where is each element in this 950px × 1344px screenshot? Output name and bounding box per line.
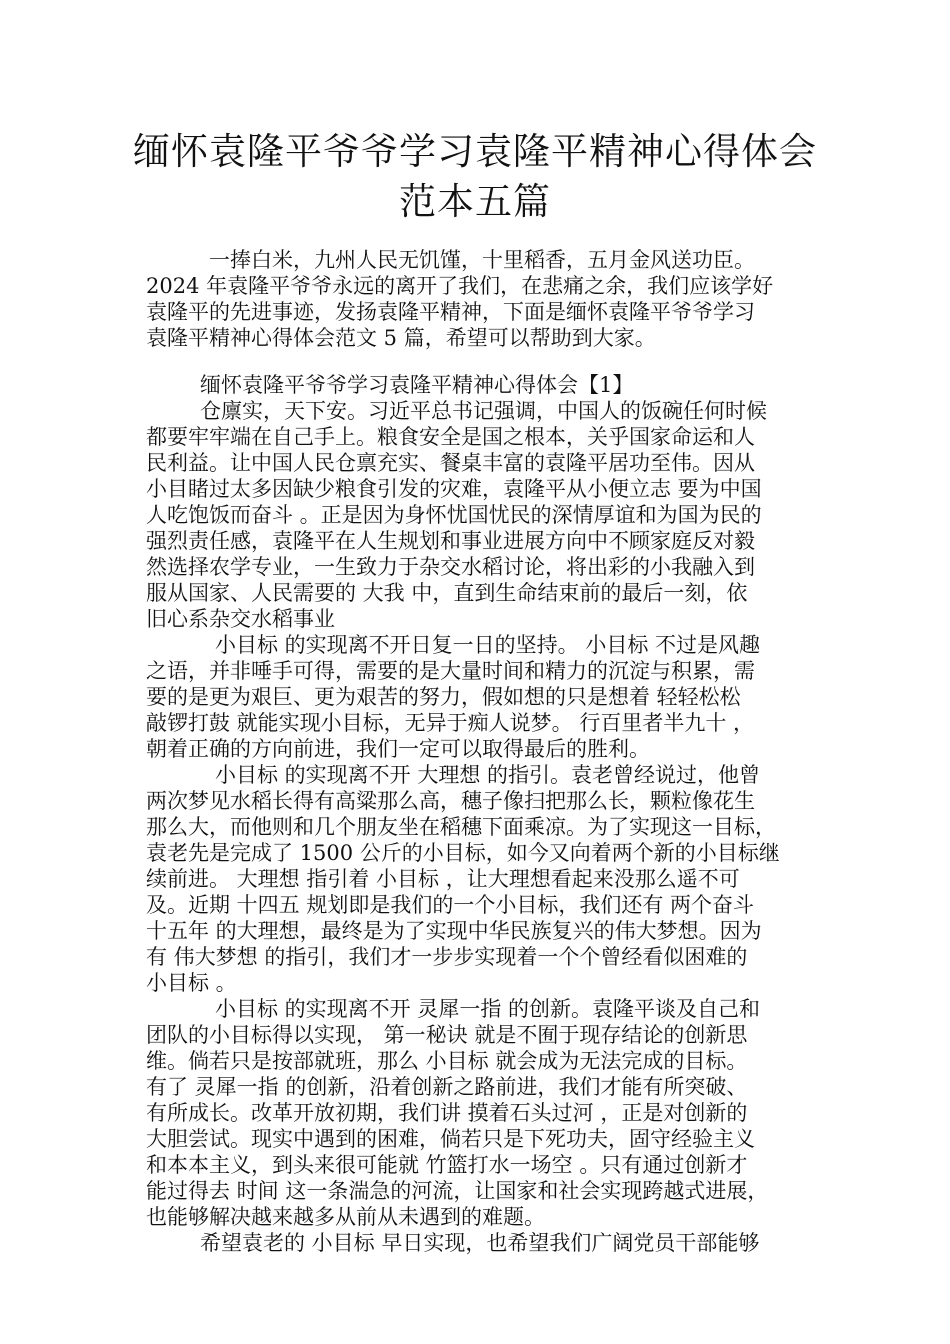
body-line: 能过得去 时间 这一条湍急的河流，让国家和社会实现跨越式进展，: [146, 1179, 769, 1203]
intro-line: 袁隆平精神心得体会范文 5 篇，希望可以帮助到大家。: [146, 326, 656, 350]
document-title-line-1: 缅怀袁隆平爷爷学习袁隆平精神心得体会: [133, 130, 817, 173]
body-line: 和本本主义，到头来很可能就 竹篮打水一场空 。只有通过创新才: [146, 1153, 748, 1177]
document-title-line-2: 范本五篇: [399, 180, 551, 223]
body-line: 都要牢牢端在自己手上。粮食安全是国之根本，关乎国家命运和人: [146, 425, 755, 449]
body-line: 两次梦见水稻长得有高粱那么高，穗子像扫把那么长，颗粒像花生: [146, 789, 755, 813]
section-heading: 缅怀袁隆平爷爷学习袁隆平精神心得体会【1】: [200, 373, 634, 397]
body-line: 小目标 的实现离不开 灵犀一指 的创新。袁隆平谈及自己和: [215, 997, 761, 1021]
body-line: 有了 灵犀一指 的创新，沿着创新之路前进，我们才能有所突破、: [146, 1075, 748, 1099]
body-line: 民利益。让中国人民仓禀充实、餐桌丰富的袁隆平居功至伟。因从: [146, 451, 755, 475]
body-line: 也能够解决越来越多从前从未遇到的难题。: [146, 1205, 545, 1229]
body-line: 希望袁老的 小目标 早日实现，也希望我们广阔党员干部能够: [200, 1231, 760, 1255]
body-line: 续前进。 大理想 指引着 小目标 ，让大理想看起来没那么遥不可: [146, 867, 740, 891]
body-line: 小目标 的实现离不开 大理想 的指引。袁老曾经说过，他曾: [215, 763, 761, 787]
body-line: 小目标 的实现离不开日复一日的坚持。 小目标 不过是风趣: [215, 633, 761, 657]
body-line: 朝着正确的方向前进，我们一定可以取得最后的胜利。: [146, 737, 650, 761]
body-line: 人吃饱饭而奋斗 。正是因为身怀忧国忧民的深情厚谊和为国为民的: [146, 503, 762, 527]
body-line: 小目睹过太多因缺少粮食引发的灾难，袁隆平从小便立志 要为中国: [146, 477, 762, 501]
body-line: 有 伟大梦想 的指引，我们才一步步实现着一个个曾经看似困难的: [146, 945, 748, 969]
intro-line: 2024 年袁隆平爷爷永远的离开了我们，在悲痛之余，我们应该学好: [146, 274, 774, 298]
intro-line: 一捧白米，九州人民无饥馑，十里稻香，五月金风送功臣。: [209, 248, 755, 272]
body-line: 服从国家、人民需要的 大我 中，直到生命结束前的最后一刻，依: [146, 581, 748, 605]
intro-line: 袁隆平的先进事迹，发扬袁隆平精神，下面是缅怀袁隆平爷爷学习: [146, 300, 755, 324]
body-line: 袁老先是完成了 1500 公斤的小目标，如今又向着两个新的小目标继: [146, 841, 780, 865]
body-line: 旧心系杂交水稻事业: [146, 607, 335, 631]
body-line: 敲锣打鼓 就能实现小目标，无异于痴人说梦。 行百里者半九十 ，: [146, 711, 755, 735]
body-line: 有所成长。改革开放初期，我们讲 摸着石头过河 ，正是对创新的: [146, 1101, 748, 1125]
body-line: 仓廪实，天下安。习近平总书记强调，中国人的饭碗任何时候: [200, 399, 767, 423]
body-line: 及。近期 十四五 规划即是我们的一个小目标，我们还有 两个奋斗: [146, 893, 755, 917]
body-line: 大胆尝试。现实中遇到的困难，倘若只是下死功夫，固守经验主义: [146, 1127, 755, 1151]
body-line: 强烈责任感，袁隆平在人生规划和事业进展方向中不顾家庭反对毅: [146, 529, 755, 553]
body-line: 要的是更为艰巨、更为艰苦的努力，假如想的只是想着 轻轻松松: [146, 685, 741, 709]
body-line: 那么大，而他则和几个朋友坐在稻穗下面乘凉。为了实现这一目标，: [146, 815, 776, 839]
body-line: 维。倘若只是按部就班，那么 小目标 就会成为无法完成的目标。: [146, 1049, 748, 1073]
body-line: 十五年 的大理想，最终是为了实现中华民族复兴的伟大梦想。因为: [146, 919, 762, 943]
body-line: 团队的小目标得以实现， 第一秘诀 就是不囿于现存结论的创新思: [146, 1023, 748, 1047]
body-line: 小目标 。: [146, 971, 237, 995]
body-line: 然选择农学专业，一生致力于杂交水稻讨论，将出彩的小我融入到: [146, 555, 755, 579]
body-line: 之语，并非唾手可得，需要的是大量时间和精力的沉淀与积累，需: [146, 659, 755, 683]
